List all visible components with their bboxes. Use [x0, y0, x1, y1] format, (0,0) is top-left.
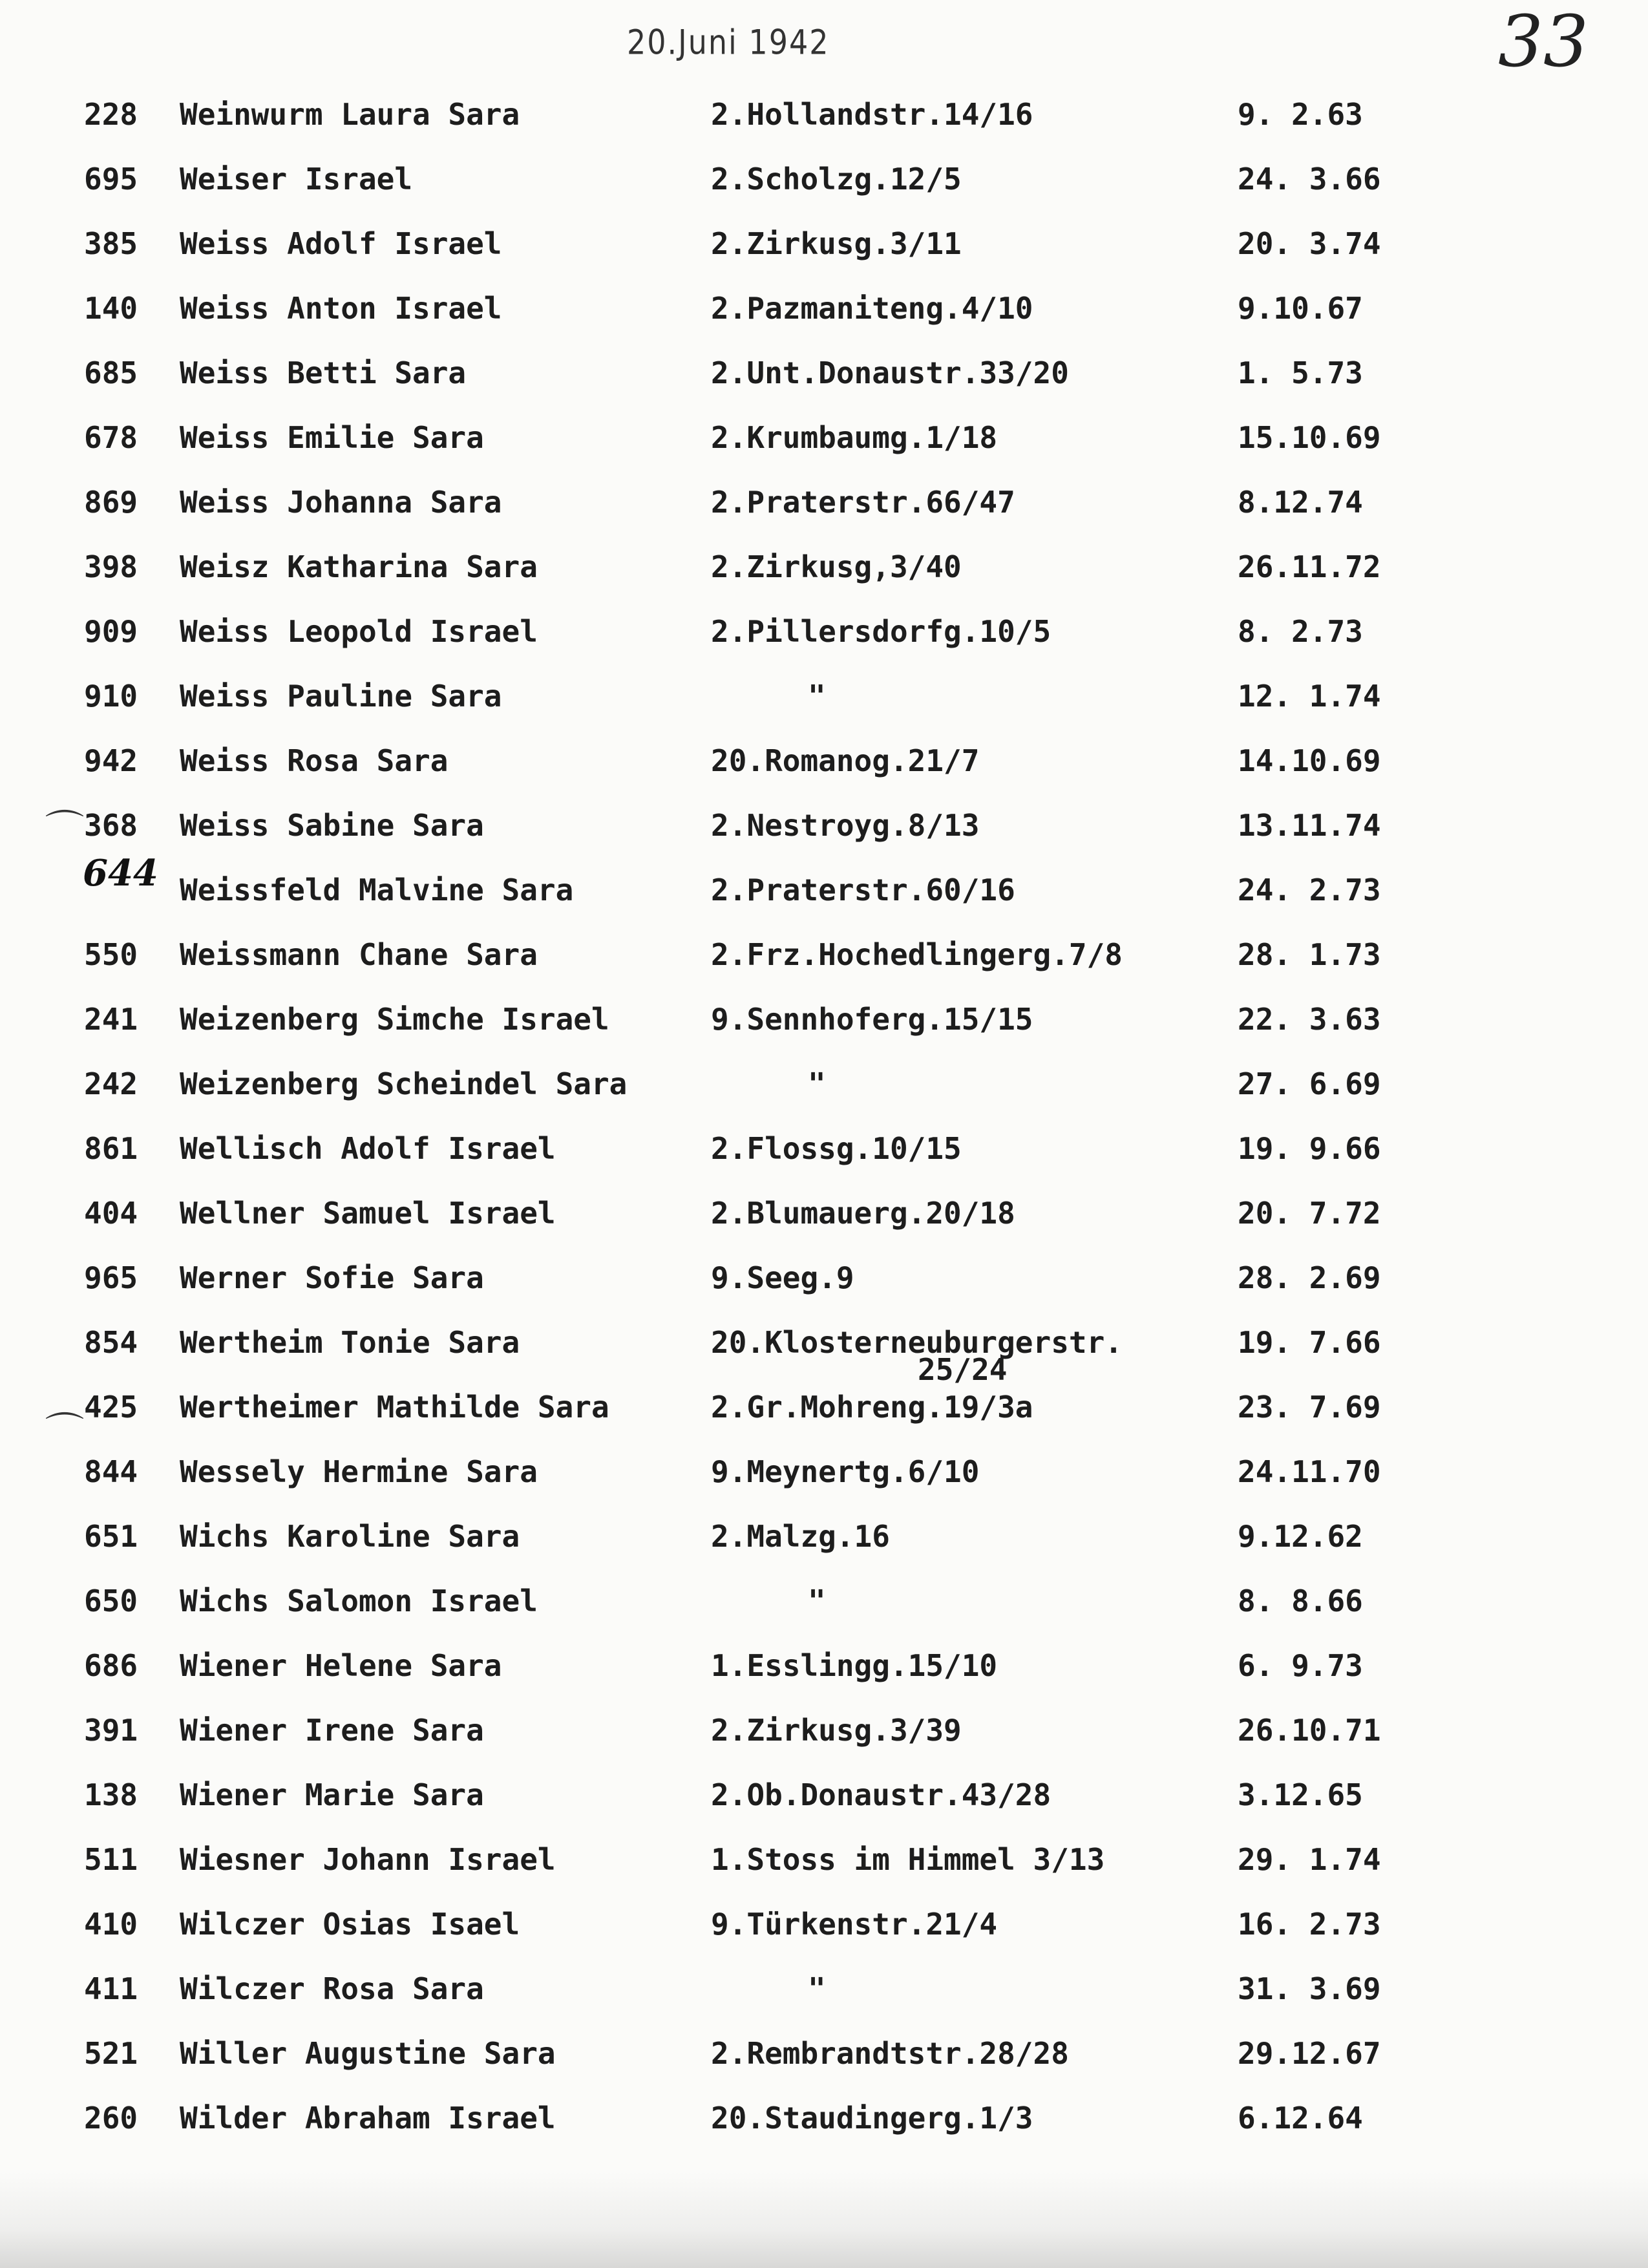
entry-name: Wiener Irene Sara: [180, 1713, 484, 1748]
entry-name: Wertheim Tonie Sara: [180, 1325, 520, 1360]
table-row: [0, 1842, 1648, 1887]
entry-number: 685: [84, 355, 138, 390]
entry-number: 410: [84, 1907, 138, 1942]
entry-name: Weiss Sabine Sara: [180, 808, 484, 843]
entry-number: 411: [84, 1971, 138, 2006]
entry-birthdate: 8. 2.73: [1238, 614, 1363, 649]
entry-name: Weiss Betti Sara: [180, 355, 467, 390]
entry-number: 651: [84, 1519, 138, 1554]
entry-address-continued: 25/24: [918, 1352, 1008, 1387]
entry-address: ": [808, 679, 826, 714]
entry-birthdate: 29. 1.74: [1238, 1842, 1381, 1877]
table-row: [0, 743, 1648, 789]
table-row: [0, 1907, 1648, 1952]
entry-birthdate: 9. 2.63: [1238, 97, 1363, 132]
entry-name: Weisz Katharina Sara: [180, 549, 538, 584]
entry-address: 2.Gr.Mohreng.19/3a: [711, 1390, 1033, 1425]
entry-address: 20.Romanog.21/7: [711, 743, 980, 778]
table-row: [0, 679, 1648, 724]
table-row: [0, 1260, 1648, 1306]
entry-birthdate: 16. 2.73: [1238, 1907, 1381, 1942]
entry-address: ": [808, 1971, 826, 2006]
entry-number: 260: [84, 2101, 138, 2136]
entry-number: 511: [84, 1842, 138, 1877]
table-row: [0, 549, 1648, 595]
entry-name: Wessely Hermine Sara: [180, 1454, 538, 1489]
entry-birthdate: 1. 5.73: [1238, 355, 1363, 390]
table-row: [0, 2036, 1648, 2081]
handwritten-number: 644: [83, 852, 158, 895]
entry-birthdate: 15.10.69: [1238, 420, 1381, 455]
entry-address: 20.Klosterneuburgerstr.: [711, 1325, 1123, 1360]
entry-name: Weizenberg Simche Israel: [180, 1002, 609, 1037]
entry-number: 686: [84, 1648, 138, 1683]
entry-name: Weissmann Chane Sara: [180, 937, 538, 972]
entry-name: Wertheimer Mathilde Sara: [180, 1390, 609, 1425]
table-row: [0, 485, 1648, 530]
entry-address: 2.Zirkusg.3/39: [711, 1713, 962, 1748]
entry-birthdate: 9.10.67: [1238, 291, 1363, 326]
entry-number: 368: [84, 808, 138, 843]
entry-birthdate: 27. 6.69: [1238, 1066, 1381, 1101]
entry-address: 2.Blumauerg.20/18: [711, 1196, 1015, 1231]
entry-birthdate: 14.10.69: [1238, 743, 1381, 778]
entry-number: 391: [84, 1713, 138, 1748]
entry-birthdate: 28. 1.73: [1238, 937, 1381, 972]
entry-address: 2.Ob.Donaustr.43/28: [711, 1777, 1051, 1812]
table-row: [0, 355, 1648, 401]
pencil-mark-icon: ⌒: [45, 807, 84, 853]
entry-number: 138: [84, 1777, 138, 1812]
entry-name: Weiss Adolf Israel: [180, 226, 502, 261]
entry-number: 228: [84, 97, 138, 132]
entry-address: 1.Esslingg.15/10: [711, 1648, 998, 1683]
entry-address: 2.Praterstr.66/47: [711, 485, 1015, 520]
entry-birthdate: 6.12.64: [1238, 2101, 1363, 2136]
entry-name: Wilczer Rosa Sara: [180, 1971, 484, 2006]
entry-birthdate: 19. 7.66: [1238, 1325, 1381, 1360]
entry-birthdate: 31. 3.69: [1238, 1971, 1381, 2006]
entry-address: ": [808, 1066, 826, 1101]
table-row: [0, 291, 1648, 336]
table-row: [0, 1648, 1648, 1693]
entry-name: Wichs Karoline Sara: [180, 1519, 520, 1554]
table-row: [0, 1519, 1648, 1564]
entry-name: Weiss Leopold Israel: [180, 614, 538, 649]
entry-address: 2.Pillersdorfg.10/5: [711, 614, 1051, 649]
table-row: [0, 1454, 1648, 1500]
entry-birthdate: 29.12.67: [1238, 2036, 1381, 2071]
entry-name: Wilczer Osias Isael: [180, 1907, 520, 1942]
entry-name: Wiener Helene Sara: [180, 1648, 502, 1683]
entry-address: 2.Frz.Hochedlingerg.7/8: [711, 937, 1123, 972]
entry-number: 678: [84, 420, 138, 455]
entry-birthdate: 8. 8.66: [1238, 1584, 1363, 1618]
table-row: [0, 97, 1648, 142]
entry-birthdate: 26.10.71: [1238, 1713, 1381, 1748]
entry-birthdate: 24. 3.66: [1238, 162, 1381, 196]
entry-address: 2.Rembrandtstr.28/28: [711, 2036, 1069, 2071]
scan-shadow: [0, 2172, 1648, 2268]
entry-birthdate: 9.12.62: [1238, 1519, 1363, 1554]
entry-address: ": [808, 1584, 826, 1618]
entry-birthdate: 12. 1.74: [1238, 679, 1381, 714]
entry-address: 20.Staudingerg.1/3: [711, 2101, 1033, 2136]
entry-address: 9.Sennhoferg.15/15: [711, 1002, 1033, 1037]
entry-address: 1.Stoss im Himmel 3/13: [711, 1842, 1105, 1877]
entry-birthdate: 24.11.70: [1238, 1454, 1381, 1489]
table-row: [0, 937, 1648, 982]
entry-birthdate: 28. 2.69: [1238, 1260, 1381, 1295]
entry-name: Wellisch Adolf Israel: [180, 1131, 556, 1166]
entry-number: 910: [84, 679, 138, 714]
table-row: [0, 226, 1648, 271]
entry-address: 2.Nestroyg.8/13: [711, 808, 980, 843]
entry-address: 2.Unt.Donaustr.33/20: [711, 355, 1069, 390]
table-row: [0, 1971, 1648, 2017]
entry-name: Wiener Marie Sara: [180, 1777, 484, 1812]
entry-name: Weiss Rosa Sara: [180, 743, 449, 778]
entry-address: 2.Scholzg.12/5: [711, 162, 962, 196]
entry-address: 9.Seeg.9: [711, 1260, 854, 1295]
entry-number: 861: [84, 1131, 138, 1166]
entry-address: 2.Zirkusg,3/40: [711, 549, 962, 584]
entry-number: 521: [84, 2036, 138, 2071]
entry-birthdate: 19. 9.66: [1238, 1131, 1381, 1166]
entry-number: 550: [84, 937, 138, 972]
table-row: [0, 162, 1648, 207]
entry-number: 425: [84, 1390, 138, 1425]
entry-number: 909: [84, 614, 138, 649]
entry-name: Wiesner Johann Israel: [180, 1842, 556, 1877]
entry-address: 9.Meynertg.6/10: [711, 1454, 980, 1489]
entry-number: 385: [84, 226, 138, 261]
date-stamp: 20.Juni 1942: [627, 21, 830, 63]
entry-address: 2.Zirkusg.3/11: [711, 226, 962, 261]
table-row: [0, 808, 1648, 853]
entry-birthdate: 20. 7.72: [1238, 1196, 1381, 1231]
entry-name: Wellner Samuel Israel: [180, 1196, 556, 1231]
table-row: [0, 1002, 1648, 1047]
entry-number: 869: [84, 485, 138, 520]
entry-address: 2.Praterstr.60/16: [711, 873, 1015, 907]
entry-birthdate: 6. 9.73: [1238, 1648, 1363, 1683]
entry-birthdate: 8.12.74: [1238, 485, 1363, 520]
table-row: [0, 1713, 1648, 1758]
entry-number: 942: [84, 743, 138, 778]
entry-number: 404: [84, 1196, 138, 1231]
entry-address: 2.Krumbaumg.1/18: [711, 420, 998, 455]
entry-name: Weiss Pauline Sara: [180, 679, 502, 714]
entry-number: 695: [84, 162, 138, 196]
table-row: [0, 1584, 1648, 1629]
table-row: [0, 2101, 1648, 2146]
entry-number: 854: [84, 1325, 138, 1360]
entry-birthdate: 24. 2.73: [1238, 873, 1381, 907]
entry-number: 398: [84, 549, 138, 584]
table-row: [0, 1196, 1648, 1241]
entry-name: Weiss Anton Israel: [180, 291, 502, 326]
entry-number: 650: [84, 1584, 138, 1618]
entry-name: Weizenberg Scheindel Sara: [180, 1066, 628, 1101]
entry-number: 140: [84, 291, 138, 326]
entry-birthdate: 22. 3.63: [1238, 1002, 1381, 1037]
entry-number: 241: [84, 1002, 138, 1037]
table-row: [0, 1131, 1648, 1176]
entry-address: 2.Hollandstr.14/16: [711, 97, 1033, 132]
table-row: [0, 420, 1648, 465]
entry-name: Willer Augustine Sara: [180, 2036, 556, 2071]
entry-name: Weissfeld Malvine Sara: [180, 873, 574, 907]
table-row: [0, 1325, 1648, 1387]
entry-birthdate: 23. 7.69: [1238, 1390, 1381, 1425]
table-row: [0, 1066, 1648, 1112]
entry-address: 2.Malzg.16: [711, 1519, 890, 1554]
entry-name: Wichs Salomon Israel: [180, 1584, 538, 1618]
entry-name: Weinwurm Laura Sara: [180, 97, 520, 132]
table-row: [0, 873, 1648, 918]
table-row: [0, 1390, 1648, 1435]
entry-name: Weiser Israel: [180, 162, 413, 196]
entry-name: Weiss Johanna Sara: [180, 485, 502, 520]
entry-number: 844: [84, 1454, 138, 1489]
entry-birthdate: 26.11.72: [1238, 549, 1381, 584]
table-row: [0, 1777, 1648, 1823]
page-number: 33: [1498, 0, 1589, 83]
entry-birthdate: 3.12.65: [1238, 1777, 1363, 1812]
entry-name: Werner Sofie Sara: [180, 1260, 484, 1295]
entry-name: Weiss Emilie Sara: [180, 420, 484, 455]
entry-name: Wilder Abraham Israel: [180, 2101, 556, 2136]
entry-address: 9.Türkenstr.21/4: [711, 1907, 998, 1942]
entry-birthdate: 20. 3.74: [1238, 226, 1381, 261]
entry-birthdate: 13.11.74: [1238, 808, 1381, 843]
entry-number: 965: [84, 1260, 138, 1295]
table-row: [0, 614, 1648, 659]
entry-address: 2.Flossg.10/15: [711, 1131, 962, 1166]
entry-address: 2.Pazmaniteng.4/10: [711, 291, 1033, 326]
entry-number: 242: [84, 1066, 138, 1101]
pencil-mark-icon: ⌒: [45, 1410, 84, 1455]
